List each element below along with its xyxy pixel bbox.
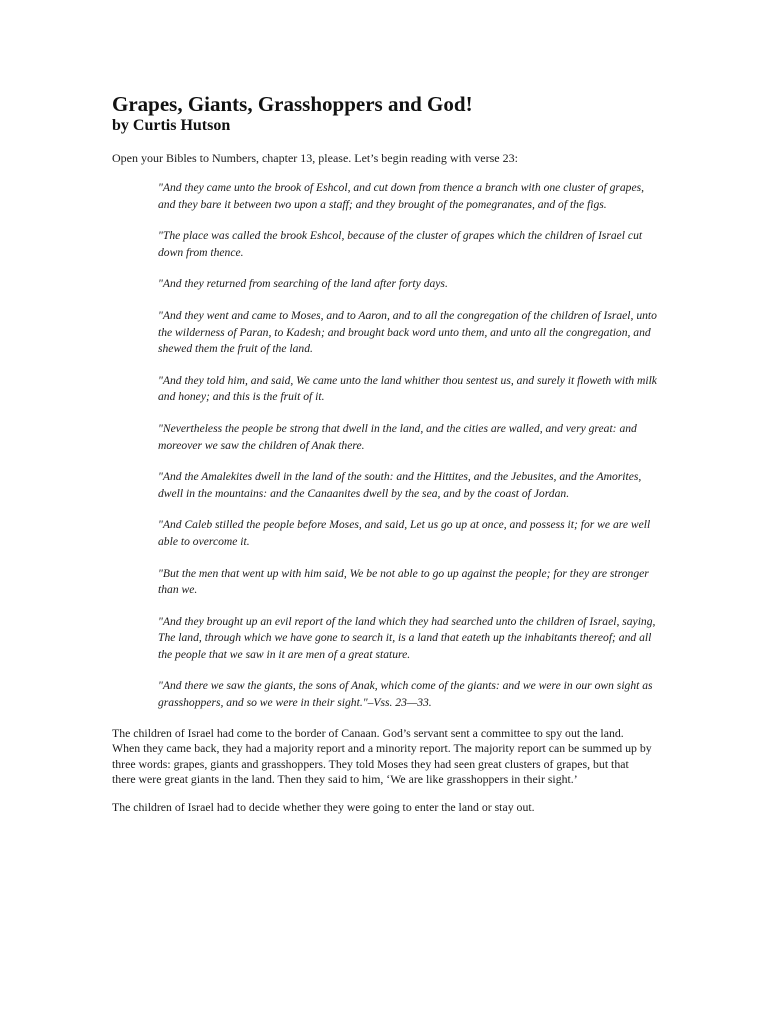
scripture-verse: "The place was called the brook Eshcol, because of the cluster of grapes which the children of Israel cut down from thence. (158, 229, 643, 259)
scripture-verse: "But the men that went up with him said, We be not able to go up against the people; for they are stronger than we. (158, 566, 649, 597)
scripture-verse: "And they told him, and said, We came unto the land whither thou sentest us, and surely it floweth with milk and honey; and this is the fruit of it. (158, 373, 657, 404)
scripture-verse: "And they brought up an evil report of the land which they had searched unto the children of Israel, saying, The land, through which we have gone to search it, is a land that eateth up the inhabitants thereof; and all the people that we saw in it are men of a great stature. (158, 614, 656, 661)
scripture-verse: "And the Amalekites dwell in the land of the south: and the Hittites, and the Jebusites, and the Amorites, dwell in the mountains: and the Canaanites dwell by the sea, and by the coast of Jordan. (158, 470, 642, 500)
body-paragraph: The children of Israel had come to the border of Canaan. God’s servant sent a committee to spy out the land. When they came back, they had a majority report and a minority report. The majority report can be summed up by three words: grapes, giants and grasshoppers. They told Moses they had seen great clusters of grapes, but that there were great giants in the land. Then they said to him, ‘We are like grasshoppers in their sight.’ (112, 725, 652, 787)
scripture-verse: "And Caleb stilled the people before Moses, and said, Let us go up at once, and possess it; for we are well able to overcome it. (158, 518, 651, 548)
scripture-verse: "Nevertheless the people be strong that dwell in the land, and the cities are walled, and very great: and moreover we saw the children of Anak there. (158, 421, 637, 452)
scripture-verse: "And they came unto the brook of Eshcol, and cut down from thence a branch with one cluster of grapes, and they bare it between two upon a staff; and they brought of the pomegranates, and of the figs. (158, 181, 645, 211)
body-paragraph: The children of Israel had to decide whether they were going to enter the land or stay out. (112, 800, 535, 815)
document-page (112, 92, 657, 828)
scripture-quote-block (158, 180, 658, 712)
document-title: Grapes, Giants, Grasshoppers and God! (112, 92, 473, 116)
scripture-verse: "And there we saw the giants, the sons of Anak, which come of the giants: and we were in our own sight as grasshoppers, and so we were in their sight."–Vss. 23—33. (158, 679, 653, 710)
scripture-verse: "And they returned from searching of the land after forty days. (158, 277, 448, 291)
scripture-verse: "And they went and came to Moses, and to Aaron, and to all the congregation of the children of Israel, unto the wilderness of Paran, to Kadesh; and brought back word unto them, and unto all the congregation, and shewed them the fruit of the land. (158, 308, 657, 356)
author-byline: by Curtis Hutson (112, 117, 231, 134)
intro-paragraph: Open your Bibles to Numbers, chapter 13, please. Let’s begin reading with verse 23: (112, 151, 518, 165)
